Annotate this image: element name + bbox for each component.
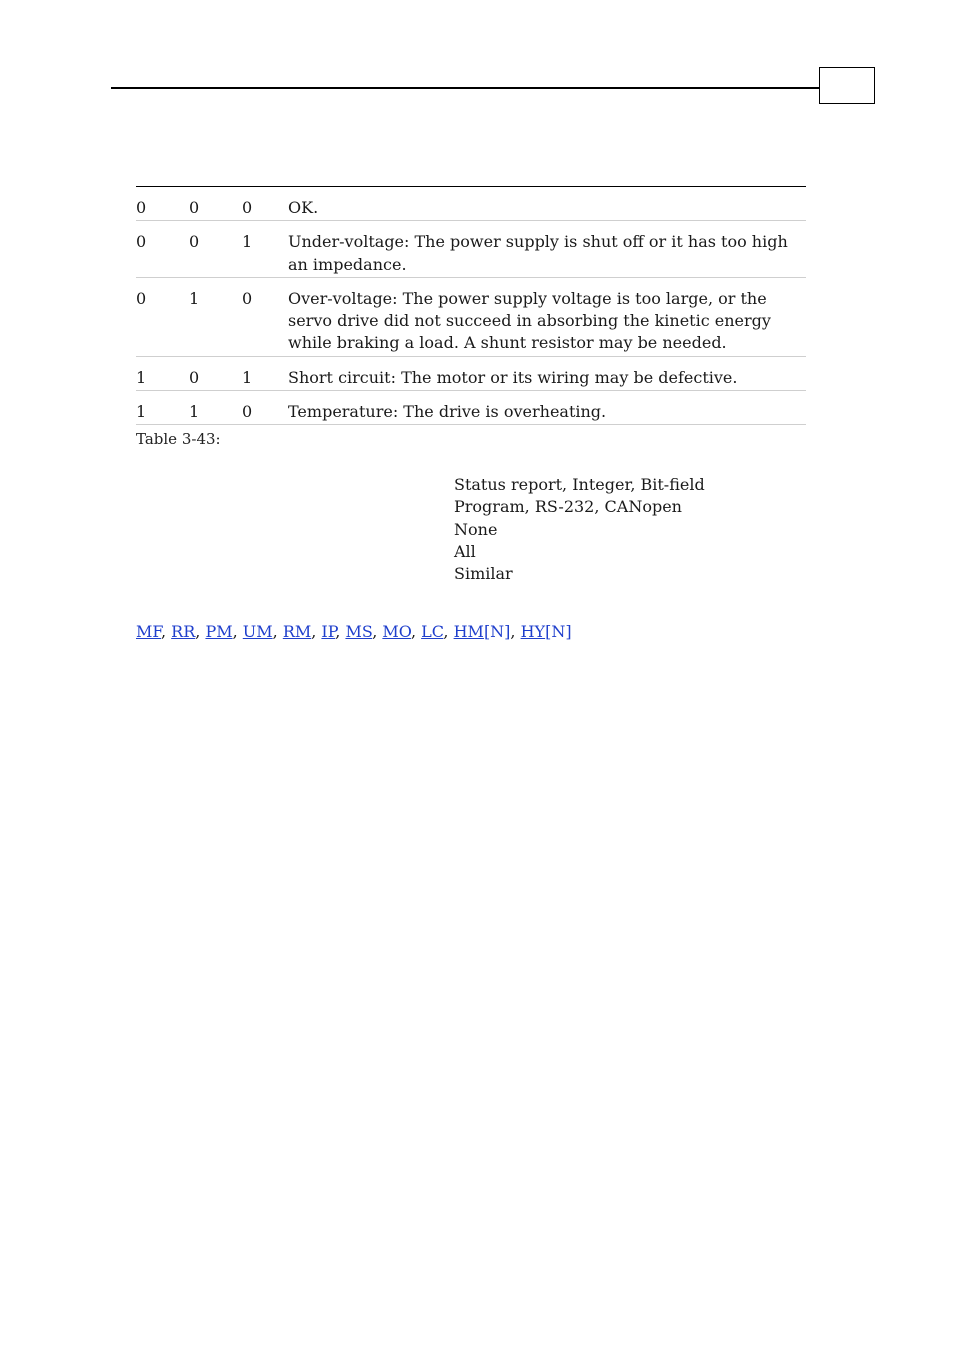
- link-um[interactable]: UM: [242, 622, 273, 641]
- bit-cell: 0: [136, 288, 147, 308]
- link-ip[interactable]: IP: [321, 622, 336, 641]
- restrictions-value: None: [454, 519, 498, 539]
- link-lc[interactable]: LC: [421, 622, 444, 641]
- bit-cell: 0: [189, 367, 200, 387]
- index-suffix: [N]: [545, 622, 572, 641]
- source-value: Program, RS-232, CANopen: [454, 497, 682, 517]
- bit-cell: 1: [242, 367, 253, 387]
- bit-cell: 1: [136, 367, 147, 387]
- table-caption: Table 3-43:: [136, 430, 221, 448]
- link-ms[interactable]: MS: [345, 622, 373, 641]
- table-row: [136, 187, 806, 221]
- table-row: [136, 278, 806, 357]
- description-cell: Short circuit: The motor or its wiring may be defective.: [288, 367, 738, 387]
- bit-cell: 1: [189, 402, 200, 422]
- link-mo[interactable]: MO: [382, 622, 411, 641]
- link-hm[interactable]: HM: [453, 622, 484, 641]
- description-cell: Over-voltage: The power supply voltage is too large, or the servo drive did not succeed in absorbing the kinetic energy while braking a load. A shunt resistor may be needed.: [288, 288, 771, 353]
- header-rule: [111, 87, 820, 89]
- description-cell: Under-voltage: The power supply is shut off or it has too high an impedance.: [288, 232, 788, 274]
- link-mf[interactable]: MF: [136, 622, 161, 641]
- type-value: Status report, Integer, Bit-field: [454, 475, 705, 494]
- attributes-list: [454, 474, 705, 585]
- bit-cell: 0: [242, 198, 253, 217]
- description-cell: Temperature: The drive is overheating.: [288, 402, 607, 422]
- index-suffix: [N]: [483, 622, 511, 641]
- page-number-box: [819, 67, 875, 104]
- description-cell: OK.: [288, 198, 319, 217]
- unit-modes-value: All: [454, 541, 476, 561]
- link-rm[interactable]: RM: [282, 622, 312, 641]
- table-row: [136, 357, 806, 391]
- link-pm[interactable]: PM: [205, 622, 233, 641]
- bit-cell: 1: [189, 288, 200, 308]
- bit-cell: 0: [189, 232, 200, 252]
- bit-cell: 0: [136, 232, 147, 252]
- status-table: [136, 186, 806, 425]
- bit-cell: 0: [242, 288, 253, 308]
- bit-cell: 1: [136, 402, 147, 422]
- bit-cell: 1: [242, 232, 253, 252]
- bit-cell: 0: [189, 198, 200, 217]
- bit-cell: 0: [242, 402, 253, 422]
- link-rr[interactable]: RR: [171, 622, 196, 641]
- link-hy[interactable]: HY: [520, 622, 546, 641]
- see-also-links: MF, RR, PM, UM, RM, IP, MS, MO, LC, HM[N], HY[N]: [136, 622, 572, 641]
- bit-cell: 0: [136, 198, 147, 217]
- table-row: [136, 391, 806, 425]
- compatibility-value: Similar: [454, 564, 513, 584]
- table-row: [136, 221, 806, 278]
